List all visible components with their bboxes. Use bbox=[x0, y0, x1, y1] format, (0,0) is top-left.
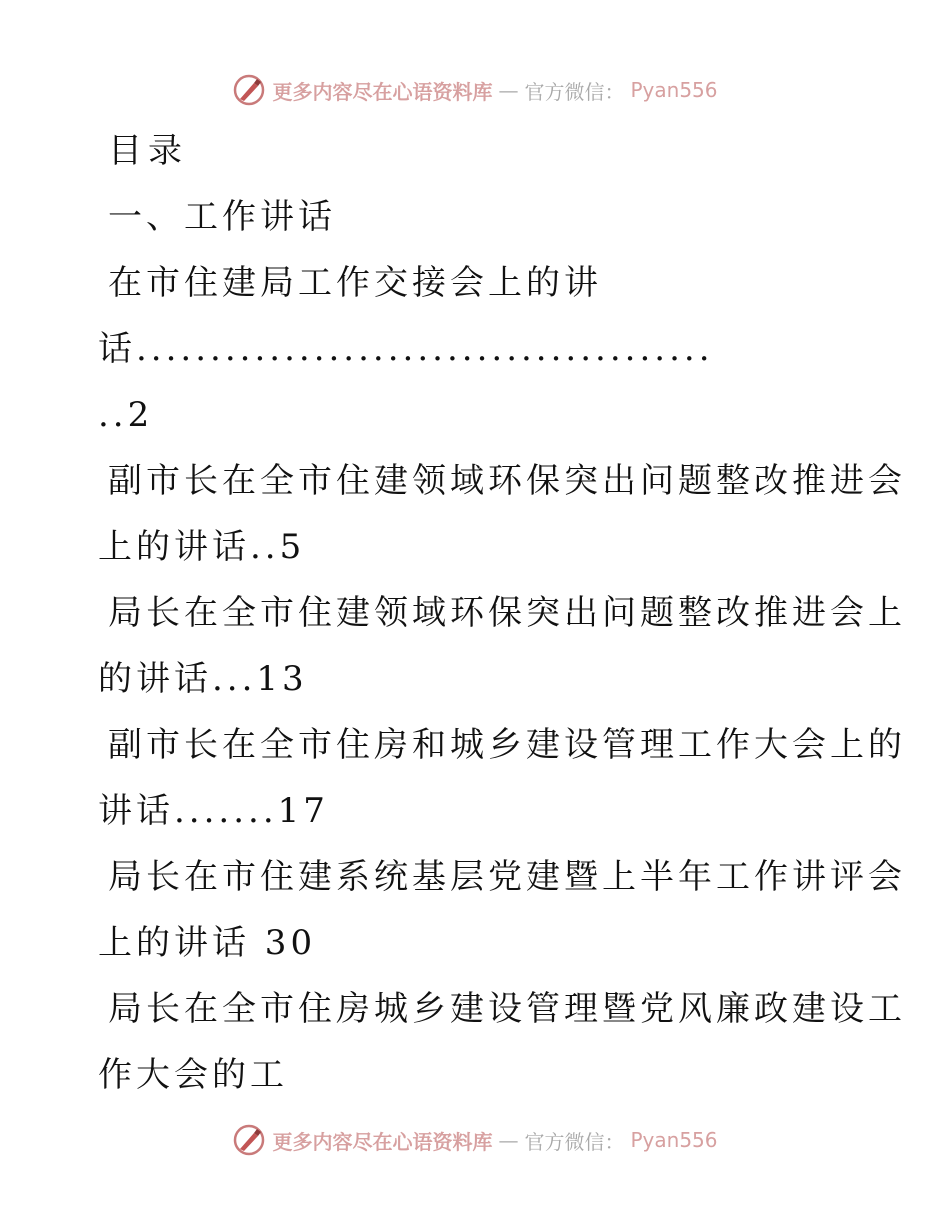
toc-entry-line: 局长在全市住房城乡建设管理暨党风廉政建设工 bbox=[108, 989, 906, 1029]
watermark-wechat-id: Pyan556 bbox=[630, 1128, 718, 1152]
toc-entry-line: 讲话.......17 bbox=[98, 791, 329, 831]
header-watermark bbox=[0, 70, 950, 110]
toc-entry-line: 局长在市住建系统基层党建暨上半年工作讲评会 bbox=[108, 857, 906, 897]
toc-content bbox=[98, 118, 906, 1108]
toc-entry-line: 局长在全市住建领域环保突出问题整改推进会上 bbox=[108, 593, 906, 633]
toc-entry-line: 作大会的工 bbox=[98, 1055, 288, 1095]
watermark-separator: — bbox=[498, 78, 519, 102]
watermark-wechat-id: Pyan556 bbox=[630, 78, 718, 102]
toc-entry-line: 副市长在全市住建领域环保突出问题整改推进会 bbox=[108, 461, 906, 501]
pen-logo-icon bbox=[232, 1123, 266, 1157]
toc-entry-line: ..2 bbox=[98, 395, 154, 435]
toc-entry-line: 的讲话...13 bbox=[98, 659, 308, 699]
toc-entry-line: 上的讲话 30 bbox=[98, 923, 317, 963]
watermark-brand: 更多内容尽在心语资料库 bbox=[272, 79, 493, 104]
toc-entry-line: 在市住建局工作交接会上的讲 bbox=[108, 263, 602, 303]
section-heading: 一、工作讲话 bbox=[108, 197, 336, 237]
watermark-label: 官方微信： bbox=[524, 79, 625, 104]
toc-entry-line: 上的讲话..5 bbox=[98, 527, 306, 567]
watermark-brand: 更多内容尽在心语资料库 bbox=[272, 1129, 493, 1154]
toc-entry-line: 副市长在全市住房和城乡建设管理工作大会上的 bbox=[108, 725, 906, 765]
pen-logo-icon bbox=[232, 73, 266, 107]
watermark-separator: — bbox=[498, 1128, 519, 1152]
watermark-label: 官方微信： bbox=[524, 1129, 625, 1154]
toc-entry-line: 话....................................... bbox=[98, 329, 714, 369]
footer-watermark bbox=[0, 1120, 950, 1160]
toc-title: 目录 bbox=[108, 131, 188, 171]
